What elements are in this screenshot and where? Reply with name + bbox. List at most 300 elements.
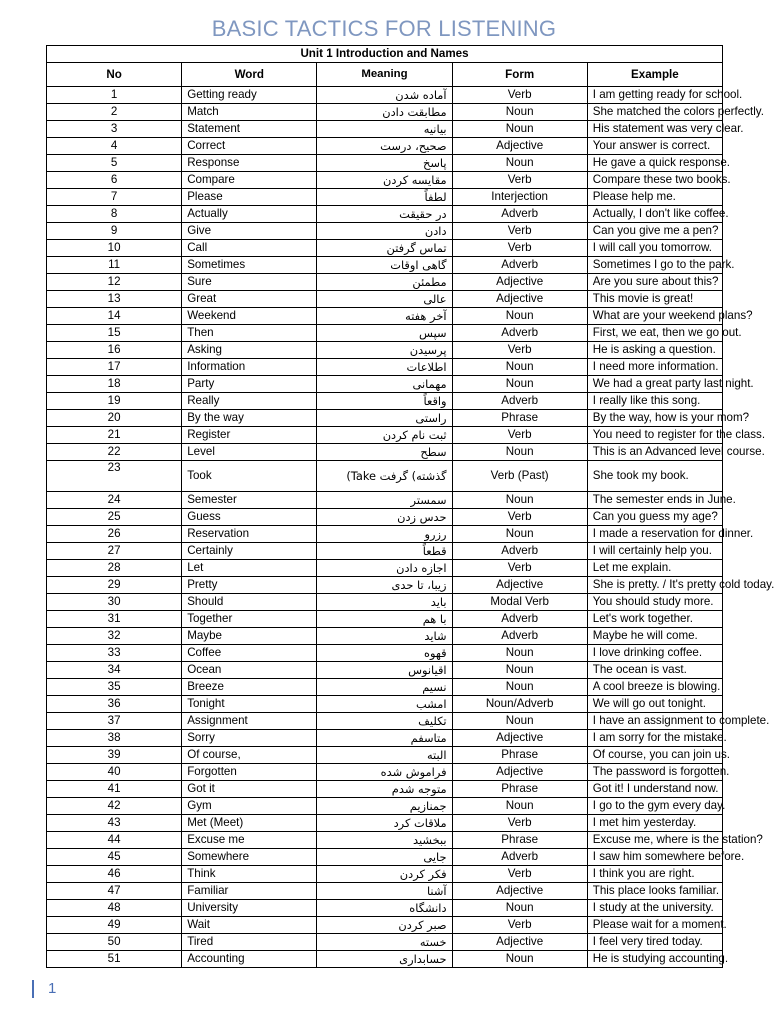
cell-meaning: ببخشید xyxy=(317,832,452,849)
cell-example: Let me explain. xyxy=(587,560,722,577)
cell-form: Verb xyxy=(452,509,587,526)
cell-word: Breeze xyxy=(182,679,317,696)
table-row xyxy=(47,781,723,798)
cell-meaning: دادن xyxy=(317,223,452,240)
unit-title-row xyxy=(47,46,723,63)
cell-word: Let xyxy=(182,560,317,577)
cell-example: She is pretty. / It's pretty cold today. xyxy=(587,577,722,594)
cell-no: 25 xyxy=(47,509,182,526)
cell-form: Adjective xyxy=(452,274,587,291)
cell-form: Verb xyxy=(452,815,587,832)
cell-word: Should xyxy=(182,594,317,611)
cell-meaning: اقیانوس xyxy=(317,662,452,679)
cell-word: Great xyxy=(182,291,317,308)
cell-no: 15 xyxy=(47,325,182,342)
cell-form: Phrase xyxy=(452,747,587,764)
header-meaning: Meaning xyxy=(317,63,452,87)
cell-meaning: لطفاً xyxy=(317,189,452,206)
cell-example: Sometimes I go to the park. xyxy=(587,257,722,274)
cell-no: 34 xyxy=(47,662,182,679)
cell-form: Noun xyxy=(452,155,587,172)
cell-form: Adverb xyxy=(452,325,587,342)
cell-form: Verb (Past) xyxy=(452,461,587,492)
cell-example: I am sorry for the mistake. xyxy=(587,730,722,747)
cell-meaning: دانشگاه xyxy=(317,900,452,917)
cell-form: Noun xyxy=(452,492,587,509)
cell-form: Adjective xyxy=(452,577,587,594)
cell-word: Maybe xyxy=(182,628,317,645)
cell-meaning: راستی xyxy=(317,410,452,427)
cell-example: Of course, you can join us. xyxy=(587,747,722,764)
cell-no: 33 xyxy=(47,645,182,662)
cell-example: I need more information. xyxy=(587,359,722,376)
cell-meaning xyxy=(317,461,452,492)
cell-no: 26 xyxy=(47,526,182,543)
cell-word: Register xyxy=(182,427,317,444)
cell-form: Adjective xyxy=(452,730,587,747)
cell-word: Give xyxy=(182,223,317,240)
cell-word: Tonight xyxy=(182,696,317,713)
cell-form: Verb xyxy=(452,917,587,934)
cell-meaning: رزرو xyxy=(317,526,452,543)
cell-form: Adverb xyxy=(452,257,587,274)
cell-meaning-text: گذشته) گرفت Take) xyxy=(346,469,447,483)
cell-form: Adverb xyxy=(452,611,587,628)
cell-example: Are you sure about this? xyxy=(587,274,722,291)
cell-example: He is asking a question. xyxy=(587,342,722,359)
cell-form: Noun xyxy=(452,645,587,662)
cell-form: Adjective xyxy=(452,934,587,951)
cell-form: Noun xyxy=(452,713,587,730)
table-row xyxy=(47,121,723,138)
cell-meaning: باید xyxy=(317,594,452,611)
cell-form: Noun xyxy=(452,376,587,393)
header-example: Example xyxy=(587,63,722,87)
cell-example: I love drinking coffee. xyxy=(587,645,722,662)
cell-meaning: تماس گرفتن xyxy=(317,240,452,257)
cell-example: The password is forgotten. xyxy=(587,764,722,781)
cell-meaning: سطح xyxy=(317,444,452,461)
cell-no: 31 xyxy=(47,611,182,628)
cell-meaning: البته xyxy=(317,747,452,764)
cell-example: His statement was very clear. xyxy=(587,121,722,138)
header-row xyxy=(47,63,723,87)
table-row xyxy=(47,747,723,764)
cell-meaning: پاسخ xyxy=(317,155,452,172)
table-row xyxy=(47,543,723,560)
cell-meaning: در حقیقت xyxy=(317,206,452,223)
cell-example: By the way, how is your mom? xyxy=(587,410,722,427)
cell-meaning: جایی xyxy=(317,849,452,866)
cell-no: 36 xyxy=(47,696,182,713)
cell-no: 50 xyxy=(47,934,182,951)
cell-no: 18 xyxy=(47,376,182,393)
cell-form: Noun xyxy=(452,900,587,917)
table-row xyxy=(47,764,723,781)
cell-no: 29 xyxy=(47,577,182,594)
cell-word: Sorry xyxy=(182,730,317,747)
table-row xyxy=(47,645,723,662)
cell-word: Really xyxy=(182,393,317,410)
table-row xyxy=(47,577,723,594)
cell-example: What are your weekend plans? xyxy=(587,308,722,325)
cell-meaning: شاید xyxy=(317,628,452,645)
table-row xyxy=(47,492,723,509)
cell-word: Took xyxy=(182,461,317,492)
cell-no: 17 xyxy=(47,359,182,376)
cell-word: Somewhere xyxy=(182,849,317,866)
cell-meaning: مقایسه کردن xyxy=(317,172,452,189)
table-row xyxy=(47,155,723,172)
table-row xyxy=(47,866,723,883)
cell-example: I feel very tired today. xyxy=(587,934,722,951)
cell-meaning: تکلیف xyxy=(317,713,452,730)
cell-no: 43 xyxy=(47,815,182,832)
vocabulary-table xyxy=(46,45,774,968)
cell-meaning: حدس زدن xyxy=(317,509,452,526)
cell-word: Information xyxy=(182,359,317,376)
table-row xyxy=(47,934,723,951)
cell-example: She took my book. xyxy=(587,461,722,492)
cell-meaning: مطابقت دادن xyxy=(317,104,452,121)
cell-no: 47 xyxy=(47,883,182,900)
table-row xyxy=(47,359,723,376)
table-row xyxy=(47,713,723,730)
cell-word: Match xyxy=(182,104,317,121)
cell-word: By the way xyxy=(182,410,317,427)
cell-form: Phrase xyxy=(452,410,587,427)
table-body xyxy=(47,87,774,968)
table-row xyxy=(47,257,723,274)
cell-no: 30 xyxy=(47,594,182,611)
cell-no: 21 xyxy=(47,427,182,444)
cell-word: Got it xyxy=(182,781,317,798)
cell-meaning: خسته xyxy=(317,934,452,951)
cell-example: I will call you tomorrow. xyxy=(587,240,722,257)
cell-word: Sure xyxy=(182,274,317,291)
cell-no: 40 xyxy=(47,764,182,781)
cell-form: Verb xyxy=(452,342,587,359)
cell-meaning: سمستر xyxy=(317,492,452,509)
cell-word: Guess xyxy=(182,509,317,526)
cell-form: Verb xyxy=(452,240,587,257)
cell-word: Certainly xyxy=(182,543,317,560)
cell-form: Noun xyxy=(452,679,587,696)
cell-example: She matched the colors perfectly. xyxy=(587,104,722,121)
table-row xyxy=(47,342,723,359)
table-row xyxy=(47,206,723,223)
cell-example: I study at the university. xyxy=(587,900,722,917)
cell-word: Accounting xyxy=(182,951,317,968)
cell-meaning: متوجه شدم xyxy=(317,781,452,798)
table-row xyxy=(47,832,723,849)
cell-example: Maybe he will come. xyxy=(587,628,722,645)
cell-form: Adjective xyxy=(452,764,587,781)
cell-example: He gave a quick response. xyxy=(587,155,722,172)
cell-no: 39 xyxy=(47,747,182,764)
cell-form: Noun xyxy=(452,526,587,543)
cell-no: 28 xyxy=(47,560,182,577)
cell-form: Noun xyxy=(452,308,587,325)
table-row xyxy=(47,628,723,645)
cell-example: I made a reservation for dinner. xyxy=(587,526,722,543)
cell-word: Assignment xyxy=(182,713,317,730)
table-row xyxy=(47,730,723,747)
cell-form: Modal Verb xyxy=(452,594,587,611)
cell-meaning: قهوه xyxy=(317,645,452,662)
table-row xyxy=(47,172,723,189)
cell-form: Noun/Adverb xyxy=(452,696,587,713)
table-row xyxy=(47,951,723,968)
table-row xyxy=(47,189,723,206)
cell-example: Got it! I understand now. xyxy=(587,781,722,798)
table-row xyxy=(47,798,723,815)
table-row xyxy=(47,274,723,291)
cell-word: Met (Meet) xyxy=(182,815,317,832)
header-word: Word xyxy=(182,63,317,87)
cell-form: Interjection xyxy=(452,189,587,206)
table-row xyxy=(47,662,723,679)
cell-form: Adverb xyxy=(452,849,587,866)
cell-meaning: متاسفم xyxy=(317,730,452,747)
cell-meaning: جمنازیم xyxy=(317,798,452,815)
cell-meaning: اطلاعات xyxy=(317,359,452,376)
cell-no: 5 xyxy=(47,155,182,172)
cell-no: 49 xyxy=(47,917,182,934)
cell-word: Forgotten xyxy=(182,764,317,781)
table-row xyxy=(47,594,723,611)
cell-form: Noun xyxy=(452,662,587,679)
cell-no: 9 xyxy=(47,223,182,240)
cell-form: Noun xyxy=(452,104,587,121)
cell-example: A cool breeze is blowing. xyxy=(587,679,722,696)
cell-no: 16 xyxy=(47,342,182,359)
cell-form: Adverb xyxy=(452,206,587,223)
cell-no: 2 xyxy=(47,104,182,121)
cell-word: Level xyxy=(182,444,317,461)
table-row xyxy=(47,526,723,543)
cell-no: 41 xyxy=(47,781,182,798)
table-row xyxy=(47,900,723,917)
cell-no: 1 xyxy=(47,87,182,104)
cell-no: 32 xyxy=(47,628,182,645)
cell-no: 7 xyxy=(47,189,182,206)
cell-meaning: فراموش شده xyxy=(317,764,452,781)
cell-form: Verb xyxy=(452,87,587,104)
cell-word: Compare xyxy=(182,172,317,189)
table-row xyxy=(47,393,723,410)
cell-no: 14 xyxy=(47,308,182,325)
cell-no: 35 xyxy=(47,679,182,696)
cell-example: I think you are right. xyxy=(587,866,722,883)
cell-no: 10 xyxy=(47,240,182,257)
cell-meaning: سپس xyxy=(317,325,452,342)
cell-example: I have an assignment to complete. xyxy=(587,713,722,730)
cell-meaning: آشنا xyxy=(317,883,452,900)
cell-meaning: صبر کردن xyxy=(317,917,452,934)
cell-meaning: بیانیه xyxy=(317,121,452,138)
cell-word: Sometimes xyxy=(182,257,317,274)
cell-meaning: قطعاً xyxy=(317,543,452,560)
unit-title: Unit 1 Introduction and Names xyxy=(47,46,723,63)
cell-example: Can you give me a pen? xyxy=(587,223,722,240)
cell-example: Actually, I don't like coffee. xyxy=(587,206,722,223)
cell-meaning: حسابداری xyxy=(317,951,452,968)
cell-meaning: ملاقات کرد xyxy=(317,815,452,832)
cell-meaning: امشب xyxy=(317,696,452,713)
cell-no: 20 xyxy=(47,410,182,427)
cell-word: Call xyxy=(182,240,317,257)
cell-form: Adjective xyxy=(452,291,587,308)
table-row xyxy=(47,104,723,121)
cell-no: 51 xyxy=(47,951,182,968)
cell-form: Verb xyxy=(452,866,587,883)
cell-example: We will go out tonight. xyxy=(587,696,722,713)
cell-meaning: با هم xyxy=(317,611,452,628)
page-number: 1 xyxy=(32,980,56,998)
table-row xyxy=(47,696,723,713)
table-row xyxy=(47,410,723,427)
cell-word: University xyxy=(182,900,317,917)
cell-word: Semester xyxy=(182,492,317,509)
cell-meaning: فکر کردن xyxy=(317,866,452,883)
cell-word: Ocean xyxy=(182,662,317,679)
cell-form: Phrase xyxy=(452,832,587,849)
cell-meaning: صحیح، درست xyxy=(317,138,452,155)
table-row xyxy=(47,815,723,832)
cell-example: Excuse me, where is the station? xyxy=(587,832,722,849)
cell-word: Response xyxy=(182,155,317,172)
cell-word: Weekend xyxy=(182,308,317,325)
cell-no: 3 xyxy=(47,121,182,138)
cell-example: I really like this song. xyxy=(587,393,722,410)
header-form: Form xyxy=(452,63,587,87)
cell-form: Adverb xyxy=(452,628,587,645)
cell-no: 4 xyxy=(47,138,182,155)
cell-word: Familiar xyxy=(182,883,317,900)
cell-example: We had a great party last night. xyxy=(587,376,722,393)
cell-word: Please xyxy=(182,189,317,206)
cell-word: Pretty xyxy=(182,577,317,594)
cell-word: Coffee xyxy=(182,645,317,662)
table-row xyxy=(47,240,723,257)
cell-meaning: ثبت نام کردن xyxy=(317,427,452,444)
cell-meaning: اجازه دادن xyxy=(317,560,452,577)
cell-form: Adjective xyxy=(452,138,587,155)
cell-no: 44 xyxy=(47,832,182,849)
cell-meaning: آخر هفته xyxy=(317,308,452,325)
cell-example: The semester ends in June. xyxy=(587,492,722,509)
cell-word: Getting ready xyxy=(182,87,317,104)
cell-form: Adverb xyxy=(452,543,587,560)
cell-example: I saw him somewhere before. xyxy=(587,849,722,866)
cell-example: I go to the gym every day. xyxy=(587,798,722,815)
cell-example: First, we eat, then we go out. xyxy=(587,325,722,342)
cell-no: 23 xyxy=(47,461,182,492)
table-row xyxy=(47,679,723,696)
table-row xyxy=(47,509,723,526)
cell-form: Noun xyxy=(452,798,587,815)
cell-example: Your answer is correct. xyxy=(587,138,722,155)
cell-no: 11 xyxy=(47,257,182,274)
cell-example: You need to register for the class. xyxy=(587,427,722,444)
cell-form: Adverb xyxy=(452,393,587,410)
document-title: BASIC TACTICS FOR LISTENING xyxy=(211,16,557,41)
cell-no: 13 xyxy=(47,291,182,308)
cell-word: Asking xyxy=(182,342,317,359)
cell-meaning: زیبا، تا حدی xyxy=(317,577,452,594)
table-row xyxy=(47,325,723,342)
cell-form: Noun xyxy=(452,951,587,968)
cell-no: 12 xyxy=(47,274,182,291)
table-row xyxy=(47,87,723,104)
cell-example: This movie is great! xyxy=(587,291,722,308)
cell-no: 45 xyxy=(47,849,182,866)
cell-example: Please help me. xyxy=(587,189,722,206)
cell-no: 46 xyxy=(47,866,182,883)
cell-meaning: گاهی اوقات xyxy=(317,257,452,274)
cell-no: 19 xyxy=(47,393,182,410)
cell-word: Party xyxy=(182,376,317,393)
cell-meaning: واقعاً xyxy=(317,393,452,410)
cell-no: 24 xyxy=(47,492,182,509)
cell-no: 42 xyxy=(47,798,182,815)
cell-form: Verb xyxy=(452,560,587,577)
cell-form: Verb xyxy=(452,223,587,240)
cell-meaning: عالی xyxy=(317,291,452,308)
table-row xyxy=(47,611,723,628)
cell-word: Together xyxy=(182,611,317,628)
header-no: No xyxy=(47,63,182,87)
cell-example: I am getting ready for school. xyxy=(587,87,722,104)
cell-form: Phrase xyxy=(452,781,587,798)
cell-no: 27 xyxy=(47,543,182,560)
cell-meaning: مهمانی xyxy=(317,376,452,393)
cell-example: Let's work together. xyxy=(587,611,722,628)
cell-example: The ocean is vast. xyxy=(587,662,722,679)
cell-word: Excuse me xyxy=(182,832,317,849)
cell-form: Verb xyxy=(452,172,587,189)
cell-meaning: مطمئن xyxy=(317,274,452,291)
table-row xyxy=(47,376,723,393)
cell-example: I met him yesterday. xyxy=(587,815,722,832)
table-row xyxy=(47,223,723,240)
table-row xyxy=(47,291,723,308)
table-row xyxy=(47,308,723,325)
cell-meaning: نسیم xyxy=(317,679,452,696)
cell-form: Noun xyxy=(452,121,587,138)
cell-no: 8 xyxy=(47,206,182,223)
cell-form: Adjective xyxy=(452,883,587,900)
cell-example: He is studying accounting. xyxy=(587,951,722,968)
table-row xyxy=(47,138,723,155)
cell-example: You should study more. xyxy=(587,594,722,611)
table-row xyxy=(47,883,723,900)
cell-word: Of course, xyxy=(182,747,317,764)
cell-word: Actually xyxy=(182,206,317,223)
cell-example: Compare these two books. xyxy=(587,172,722,189)
cell-word: Tired xyxy=(182,934,317,951)
cell-word: Think xyxy=(182,866,317,883)
table-row xyxy=(47,917,723,934)
cell-example: This place looks familiar. xyxy=(587,883,722,900)
cell-no: 38 xyxy=(47,730,182,747)
table-row xyxy=(47,427,723,444)
cell-example: Can you guess my age? xyxy=(587,509,722,526)
cell-example: I will certainly help you. xyxy=(587,543,722,560)
cell-meaning: آماده شدن xyxy=(317,87,452,104)
cell-no: 6 xyxy=(47,172,182,189)
